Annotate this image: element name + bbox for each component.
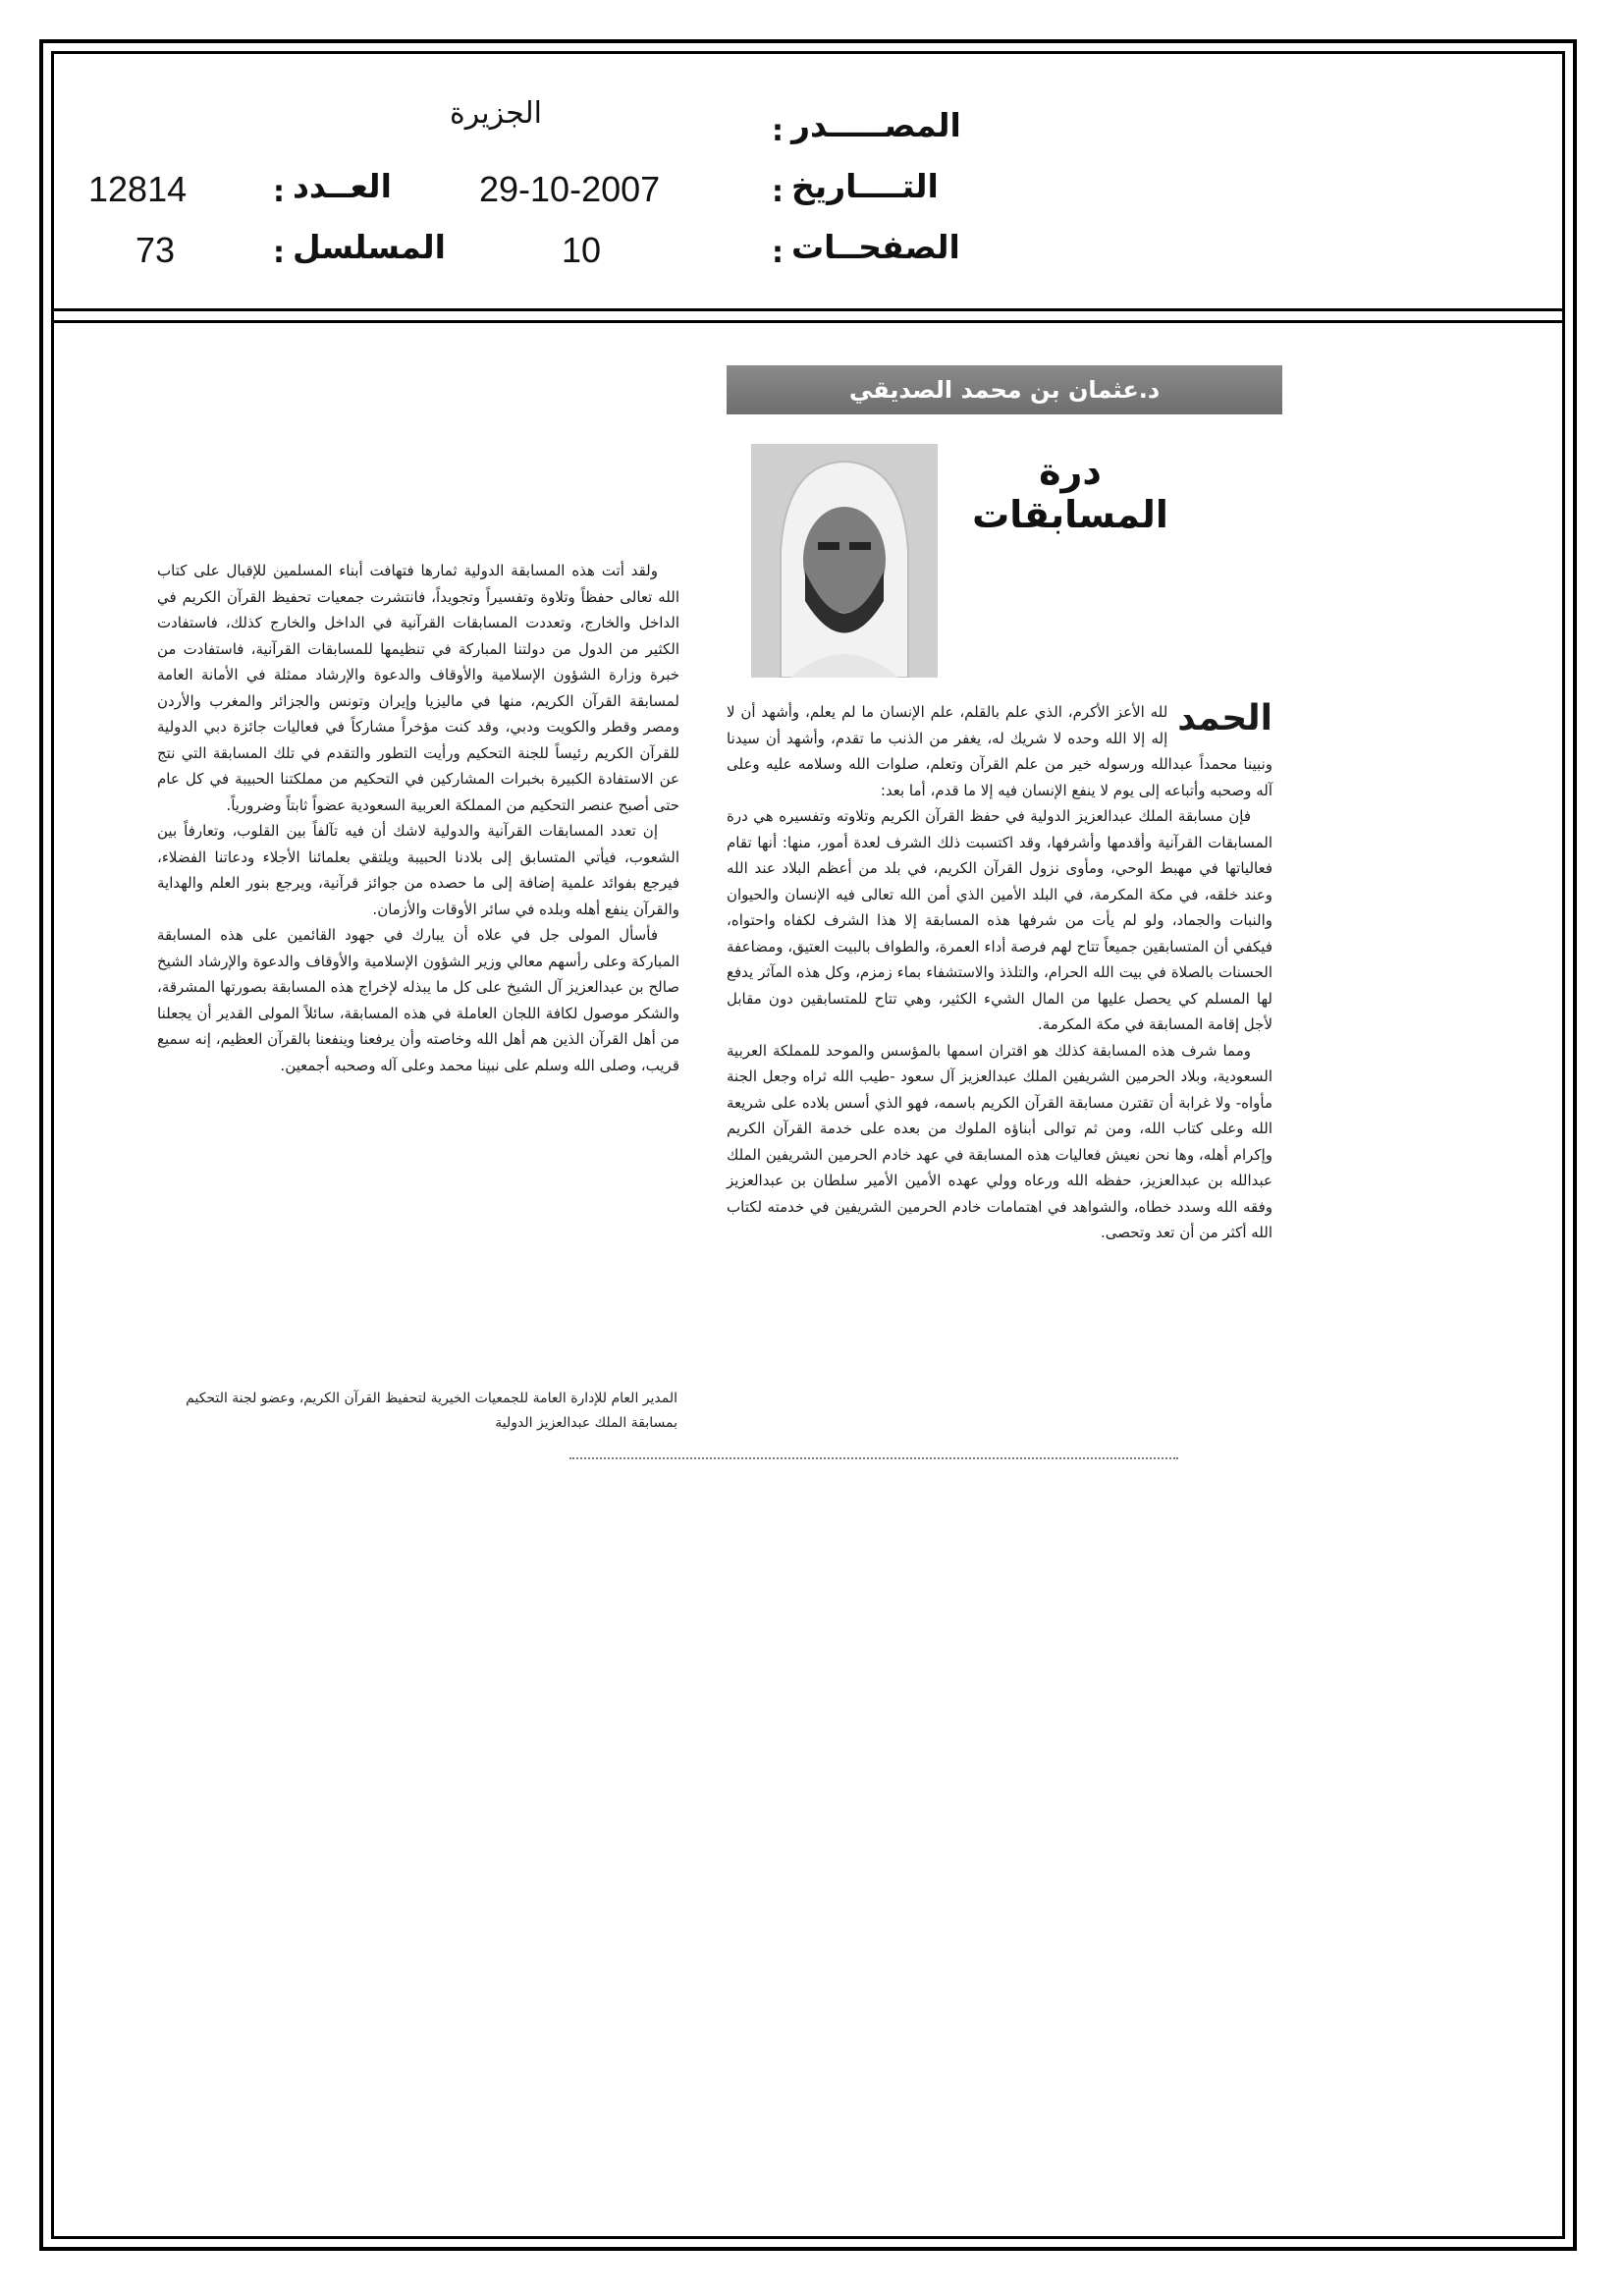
- author-signature: المدير العام للإدارة العامة للجمعيات الخيرية لتحفيظ القرآن الكريم، وعضو لجنة التحكيم بمسابقة الملك عبدالعزيز الدولية: [186, 1391, 677, 1431]
- issue-colon: :: [273, 175, 285, 209]
- author-portrait-graphic: [751, 444, 938, 678]
- issue-value: 12814: [88, 169, 188, 209]
- left-paragraph-3: فأسأل المولى جل في علاه أن يبارك في جهود القائمين على هذه المسابقة المباركة وعلى رأسهم معالي وزير الشؤون الإسلامية والأوقاف والدعوة والإرشاد الشيخ صالح بن عبدالعزيز آل الشيخ على كل ما يبذله لإخراج هذه المسابقة بصورتها المشرقة، والشكر موصول لكافة اللجان العاملة في هذه المسابقة، سائلاً المولى القدير أن يجعلنا من أهل القرآن الذين هم أهل الله وخاصته وأن يرفعنا وينفعنا بالقرآن العظيم، إنه سميع قريب، وصلى الله وسلم على نبينا محمد وعلى آله وصحبه أجمعين.: [157, 926, 679, 1074]
- source-colon: :: [772, 114, 784, 148]
- issue-label: العــدد: [293, 167, 392, 205]
- header-separator-1: [51, 308, 1565, 311]
- source-label: المصـــــدر: [791, 106, 961, 144]
- left-column-text: [157, 558, 679, 1078]
- dropcap-word: الحمد: [1177, 698, 1272, 738]
- source-value: الجزيرة: [450, 96, 543, 131]
- left-paragraph-1: ولقد أتت هذه المسابقة الدولية ثمارها فتهافت أبناء المسلمين للإقبال على كتاب الله تعالى حفظاً وتلاوة وتفسيراً وتجويداً، فانتشرت جمعيات تحفيظ القرآن الكريم في الداخل والخارج، وتعددت المسابقات القرآنية في الداخل والخارج كذلك، فاستفادت الكثير من الدول من دولتنا المباركة في تنظيمها للمسابقات القرآنية، فاستفادت من خبرة وزارة الشؤون الإسلامية والأوقاف والدعوة والإرشاد ممثلة في الأمانة العامة لمسابقة القرآن الكريم، منها في ماليزيا وإيران وتونس والجزائر والمغرب والأردن ومصر وقطر والكويت ودبي، وقد كنت مؤخراً مشاركاً في فعاليات جائزة دبي الدولية للقرآن الكريم رئيساً للجنة التحكيم ورأيت التطور والتقدم في تلك المسابقة التي نتج عن الاستفادة الكبيرة بخبرات المشاركين في التحكيم من مملكتنا الحبيبة في كل عام حتى أصبح عنصر التحكيم من المملكة العربية السعودية عضواً ثابتاً وضرورياً.: [157, 562, 679, 814]
- right-paragraph-1: لله الأعز الأكرم، الذي علم بالقلم، علم الإنسان ما لم يعلم، وأشهد أن لا إله إلا الله وحده لا شريك له، يغفر من الذنب ما تقدم، وأشهد أن سيدنا ونبينا محمداً عبدالله ورسوله خير من علم القرآن وتعلم، صلوات الله وسلامه عليه وعلى آله وصحبه وأتباعه إلى يوم لا ينفع الإنسان فيه إلا ما قدم، أما بعد:: [727, 703, 1272, 799]
- right-column-text: [727, 699, 1272, 1246]
- left-paragraph-2: إن تعدد المسابقات القرآنية والدولية لاشك أن فيه تآلفاً بين القلوب، وتعارفاً بين الشعوب، فيأتي المتسابق إلى بلادنا الحبيبة ويلتقي بعلمائنا الأجلاء ودعاتنا الفضلاء، فيرجع بفوائد علمية إضافة إلى ما حصده من جوائز قرآنية، ويرجع بنور العلم والهداية والقرآن ينفع أهله وبلده في سائر الأوقات والأزمان.: [157, 822, 679, 918]
- serial-label: المسلسل: [293, 228, 446, 266]
- right-paragraph-2: فإن مسابقة الملك عبدالعزيز الدولية في حفظ القرآن الكريم وتلاوته وتفسيره هي درة المسابقات القرآنية وأقدمها وأشرفها، وقد اكتسبت ذلك الشرف لعدة أمور، منها: أنها تقام فعالياتها في مهبط الوحي، ومأوى نزول القرآن الكريم، في بلد من أعظم البلاد عند الله وعند خلقه، في مكة المكرمة، في البلد الأمين الذي أمن الله تعالى فيه الإنسان والحيوان والنبات والجماد، ولو لم يأت من شرفها هذه المسابقة إلا هذا الشرف لكفاه واحتواه، فيكفي أن المتسابقين جميعاً تتاح لهم فرصة أداء العمرة، والطواف بالبيت العتيق، ومضاعفة الحسنات بالصلاة في بيت الله الحرام، والتلذذ والاستشفاء بماء زمزم، وكل هذه المآثر يدفع لها المسلم كي يحصل عليها من المال الشيء الكثير، وهي تتاح للمتسابقين دون مقابل لأجل إقامة المسابقة في مكة المكرمة.: [727, 807, 1272, 1033]
- date-value: 29-10-2007: [479, 169, 661, 209]
- header-separator-2: [51, 320, 1565, 323]
- article-end-rule: [569, 1457, 1178, 1459]
- serial-colon: :: [273, 236, 285, 270]
- date-colon: :: [772, 175, 784, 209]
- author-banner: د.عثمان بن محمد الصديقي: [727, 365, 1282, 414]
- author-photo: [751, 444, 938, 678]
- date-label: التــــاريخ: [791, 167, 939, 205]
- article-title: درة المسابقات: [972, 450, 1168, 536]
- right-paragraph-3: ومما شرف هذه المسابقة كذلك هو اقتران اسمها بالمؤسس والموحد للمملكة العربية السعودية، وبلاد الحرمين الشريفين الملك عبدالعزيز آل سعود -طيب الله ثراه وجعل الجنة مأواه- ولا غرابة أن تقترن مسابقة القرآن الكريم باسمه، فهو الذي أسس بلاده على شريعة الله وعلى كتاب الله، ومن ثم توالى أبناؤه الملوك من بعده على خدمة القرآن الكريم وإكرام أهله، وها نحن نعيش فعاليات هذه المسابقة في عهد خادم الحرمين الشريفين الملك عبدالله بن عبدالعزيز، حفظه الله ورعاه وولي عهده الأمين الأمير سلطان بن عبدالعزيز وفقه الله وسدد خطاه، والشواهد في اهتمامات خادم الحرمين الشريفين في خدمته لكتاب الله أكثر من أن تعد وتحصى.: [727, 1041, 1272, 1241]
- pages-colon: :: [772, 236, 784, 270]
- pages-label: الصفحــات: [791, 228, 960, 266]
- serial-value: 73: [135, 230, 176, 270]
- pages-value: 10: [562, 230, 602, 270]
